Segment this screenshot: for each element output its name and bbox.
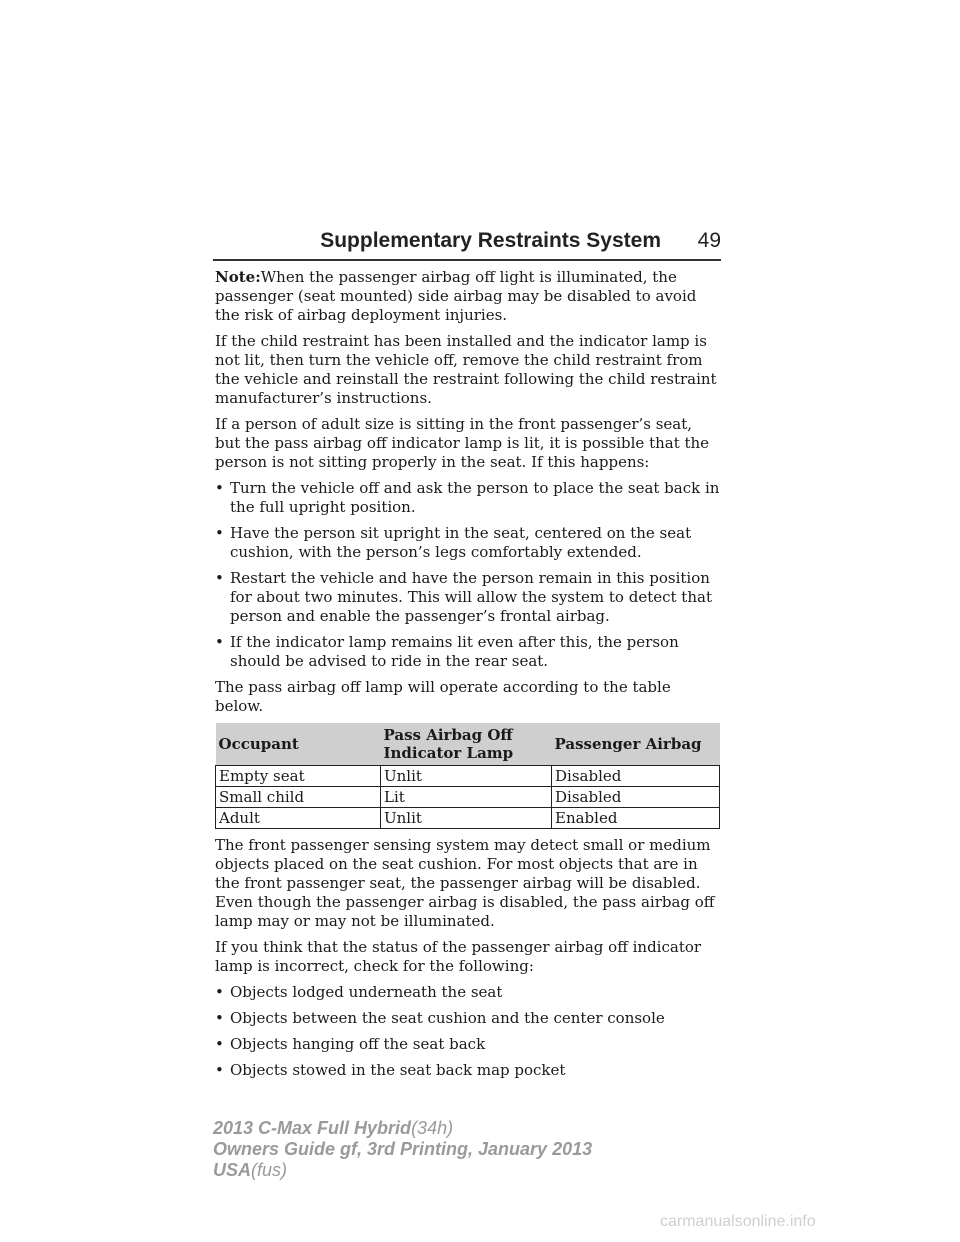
note-paragraph xyxy=(215,268,720,325)
list-item: • If the indicator lamp remains lit even after this, the person should be advised to ride in the rear seat. xyxy=(215,633,679,670)
bullet-icon: • xyxy=(215,983,224,1001)
table-cell: Unlit xyxy=(381,808,552,829)
note-text: When the passenger airbag off light is illuminated, the passenger (seat mounted) side airbag may be disabled to avoid the risk of airbag deployment injuries. xyxy=(215,268,697,324)
header-divider xyxy=(213,259,721,261)
note-label: Note: xyxy=(215,268,261,286)
table-row xyxy=(216,787,720,808)
bullet-icon: • xyxy=(215,479,224,497)
list-item: • Objects between the seat cushion and the center console xyxy=(215,1009,665,1027)
table-cell: Enabled xyxy=(552,808,720,829)
table-row xyxy=(216,808,720,829)
status-check-paragraph: If you think that the status of the passenger airbag off indicator lamp is incorrect, check for the following: xyxy=(215,938,702,975)
table-cell: Lit xyxy=(381,787,552,808)
page-body xyxy=(215,268,720,1087)
bullet-icon: • xyxy=(215,1035,224,1053)
correction-steps-list xyxy=(215,479,720,671)
table-header-row xyxy=(216,723,720,766)
table-cell: Adult xyxy=(216,808,381,829)
table-intro: The pass airbag off lamp will operate according to the table below. xyxy=(215,678,671,715)
column-header: Pass Airbag Off Indicator Lamp xyxy=(381,723,552,766)
list-item: • Objects hanging off the seat back xyxy=(215,1035,486,1053)
table-cell: Small child xyxy=(216,787,381,808)
bullet-icon: • xyxy=(215,524,224,542)
list-item: • Objects stowed in the seat back map pocket xyxy=(215,1061,566,1079)
footer-region-line: USA(fus) xyxy=(213,1160,288,1180)
footer-model-line: 2013 C-Max Full Hybrid(34h) xyxy=(213,1118,454,1138)
adult-size-paragraph: If a person of adult size is sitting in the front passenger’s seat, but the pass airbag off indicator lamp is lit, it is possible that the person is not sitting properly in the seat. If this happens: xyxy=(215,415,710,471)
section-title: Supplementary Restraints System xyxy=(320,229,661,252)
bullet-icon: • xyxy=(215,569,224,587)
bullet-icon: • xyxy=(215,1061,224,1079)
child-restraint-paragraph: If the child restraint has been installed and the indicator lamp is not lit, then turn the vehicle off, remove the child restraint from the vehicle and reinstall the restraint following the child restraint manufacturer’s instructions. xyxy=(215,332,717,407)
sensing-system-paragraph: The front passenger sensing system may detect small or medium objects placed on the seat cushion. For most objects that are in the front passenger seat, the passenger airbag will be disabled. Even though the passenger airbag is disabled, the pass airbag off lamp may or may not be illuminated. xyxy=(215,836,715,930)
table-cell: Empty seat xyxy=(216,766,381,787)
page-header xyxy=(213,227,721,261)
page-footer xyxy=(213,1118,713,1181)
bullet-icon: • xyxy=(215,633,224,651)
footer-printing-line: Owners Guide gf, 3rd Printing, January 2013 xyxy=(213,1139,593,1159)
page-number: 49 xyxy=(697,229,721,252)
table-cell: Unlit xyxy=(381,766,552,787)
airbag-lamp-table xyxy=(215,723,720,829)
bullet-icon: • xyxy=(215,1009,224,1027)
column-header: Occupant xyxy=(216,723,381,766)
list-item: • Turn the vehicle off and ask the person to place the seat back in the full upright position. xyxy=(215,479,720,516)
table-cell: Disabled xyxy=(552,787,720,808)
check-items-list xyxy=(215,983,720,1080)
table-cell: Disabled xyxy=(552,766,720,787)
table-row xyxy=(216,766,720,787)
list-item: • Objects lodged underneath the seat xyxy=(215,983,503,1001)
column-header: Passenger Airbag xyxy=(552,723,720,766)
watermark: carmanualsonline.info xyxy=(660,1213,816,1230)
list-item: • Restart the vehicle and have the person remain in this position for about two minutes. This will allow the system to detect that person and enable the passenger’s frontal airbag. xyxy=(215,569,712,625)
list-item: • Have the person sit upright in the seat, centered on the seat cushion, with the person’s legs comfortably extended. xyxy=(215,524,692,561)
